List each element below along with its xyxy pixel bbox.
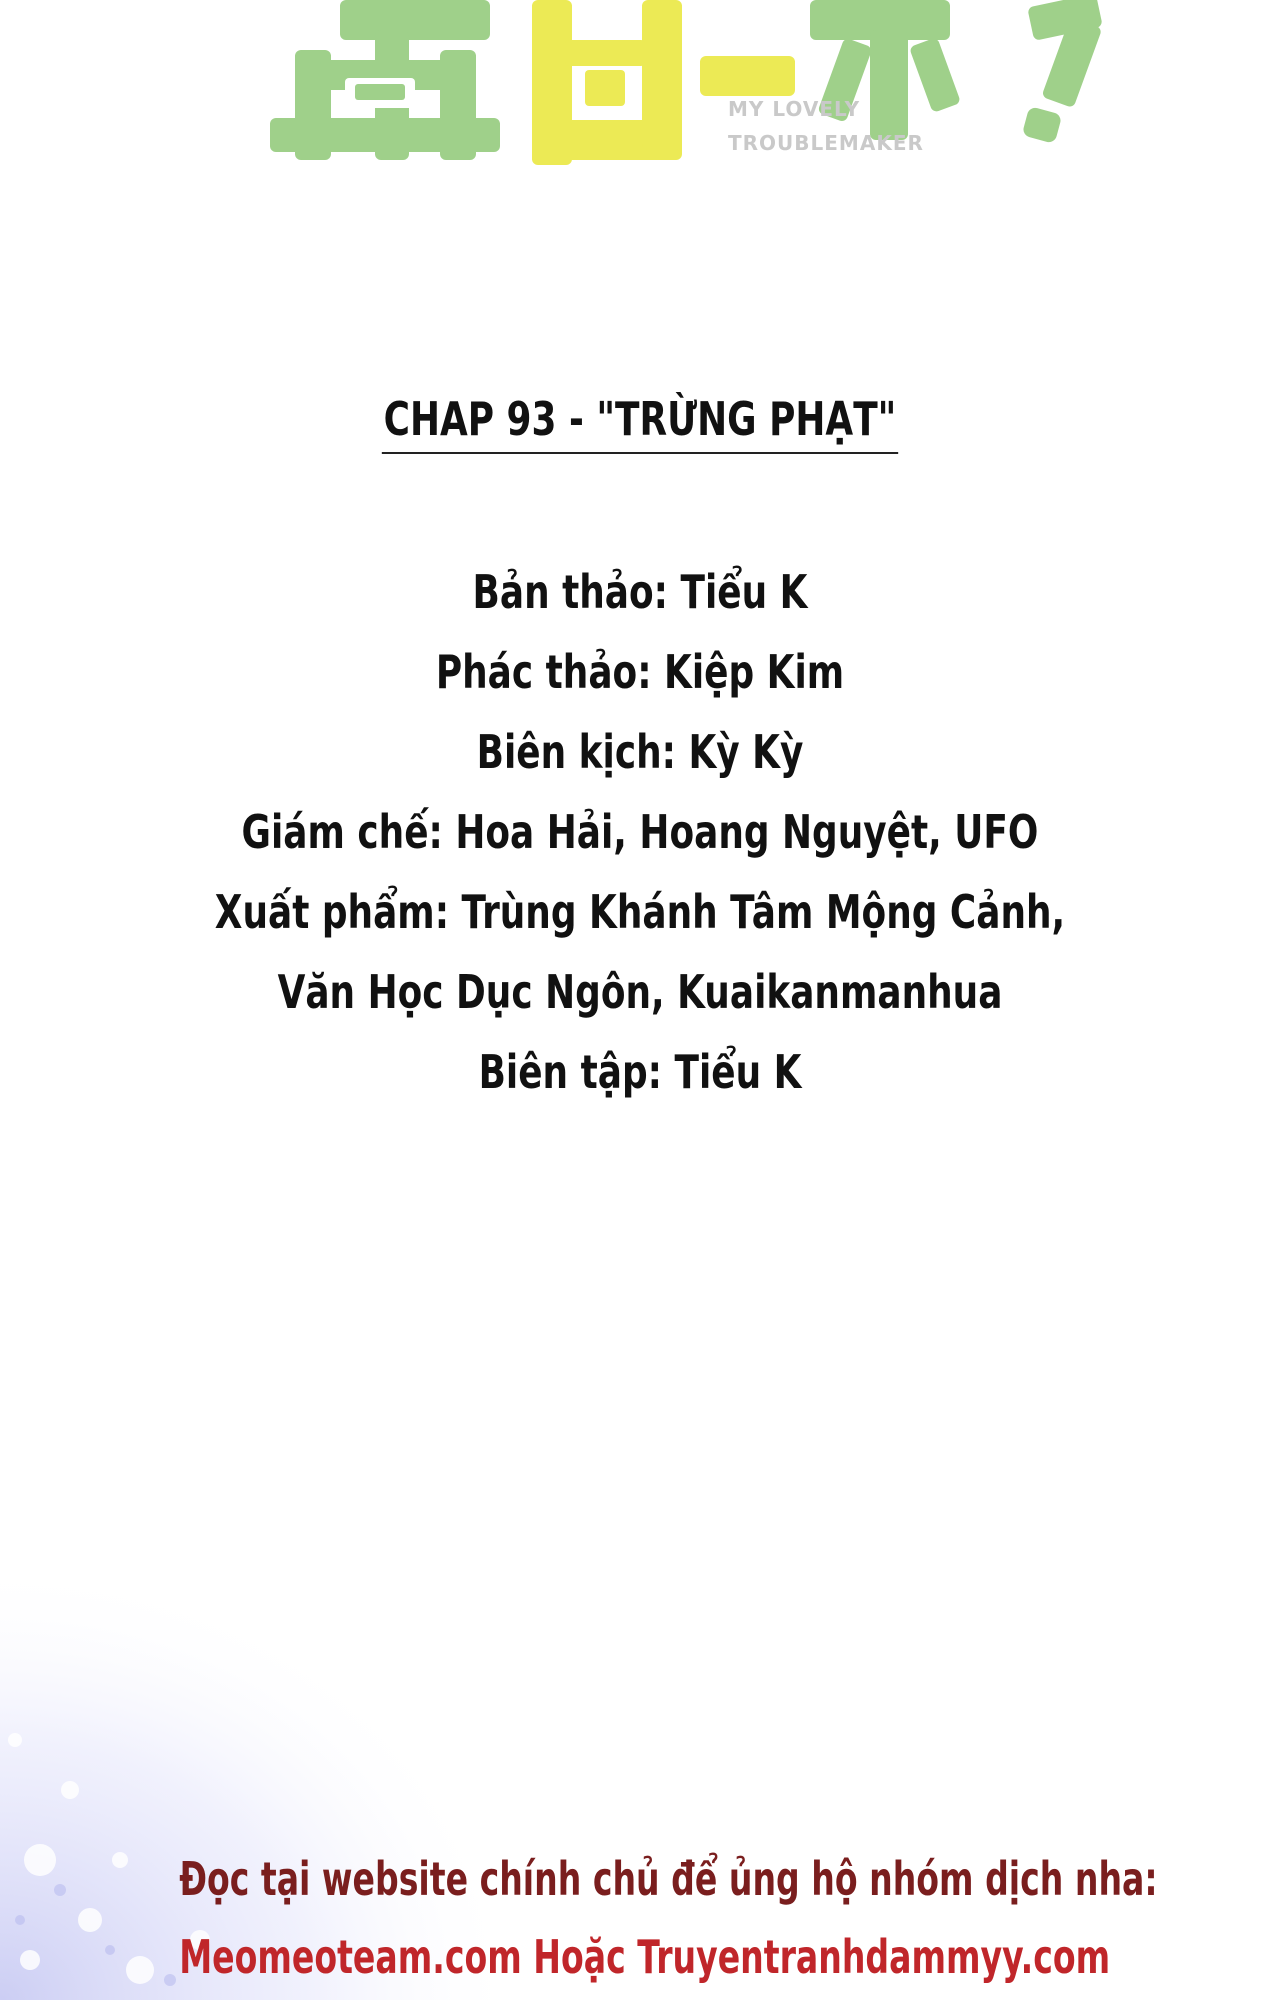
credit-line-producer-cont: Văn Học Dục Ngôn, Kuaikanmanhua bbox=[277, 965, 1003, 1019]
credit-line-supervisor: Giám chế: Hoa Hải, Hoang Nguyệt, UFO bbox=[241, 805, 1039, 859]
credits-block bbox=[0, 552, 1280, 1112]
credit-line-producer: Xuất phẩm: Trùng Khánh Tâm Mộng Cảnh, bbox=[214, 885, 1066, 939]
credit-line-sketch: Phác thảo: Kiệp Kim bbox=[435, 645, 845, 699]
logo-glyphs-icon bbox=[270, 0, 1150, 170]
credit-line-script: Biên kịch: Kỳ Kỳ bbox=[476, 725, 804, 779]
credit-line-editor: Biên tập: Tiểu K bbox=[478, 1045, 802, 1099]
chapter-title-text: CHAP 93 - "TRỪNG PHẠT" bbox=[382, 392, 898, 454]
footer-read-notice: Đọc tại website chính chủ để ủng hộ nhóm dịch nha: bbox=[179, 1852, 1158, 1906]
footer-websites: Meomeoteam.com Hoặc Truyentranhdammyy.com bbox=[179, 1930, 1111, 1984]
footer-notice bbox=[0, 1840, 1280, 1996]
logo-subtitle-line-1: MY LOVELY bbox=[728, 97, 861, 121]
logo-subtitle-line-2: TROUBLEMAKER bbox=[728, 131, 924, 155]
logo-subtitle bbox=[728, 92, 924, 160]
credit-line-draft: Bản thảo: Tiểu K bbox=[472, 565, 808, 619]
comic-logo bbox=[270, 0, 1150, 170]
chapter-title bbox=[141, 392, 1139, 454]
